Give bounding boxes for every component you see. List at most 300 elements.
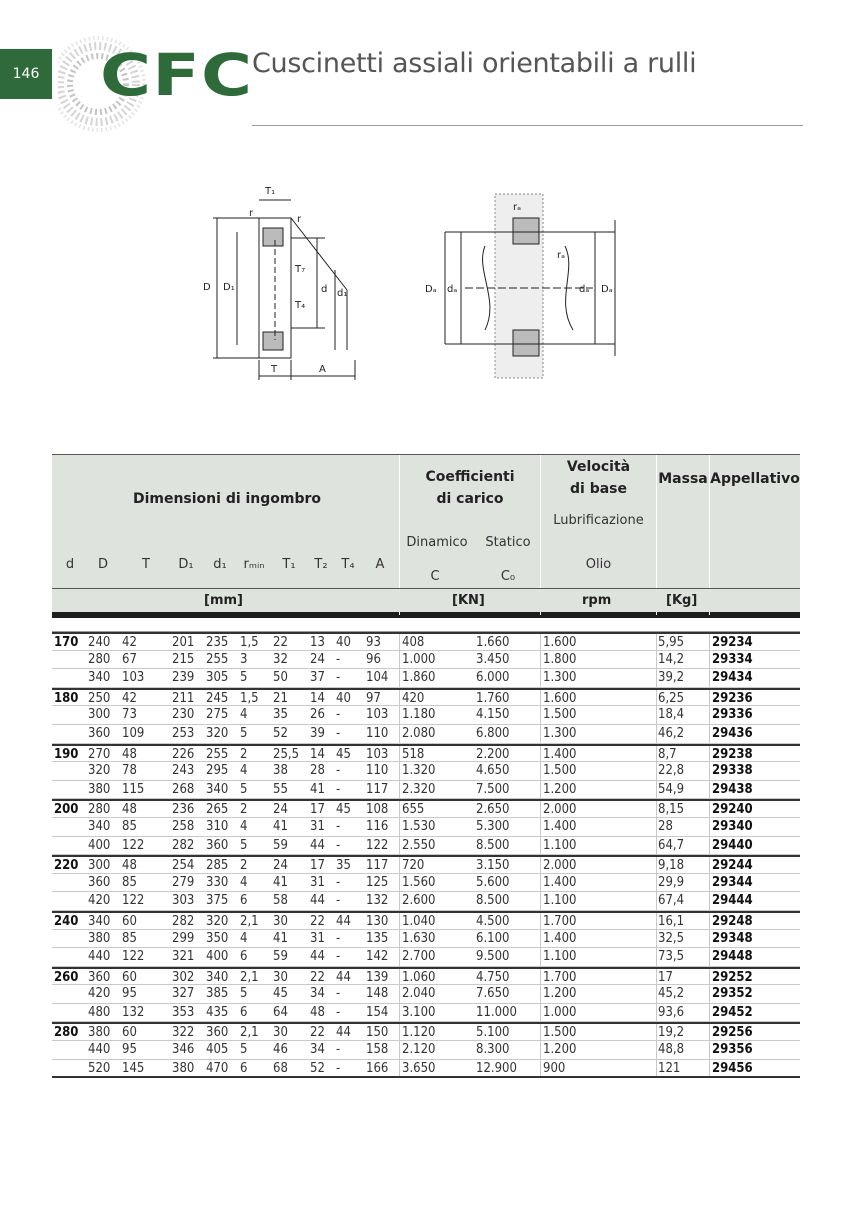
table-cell: 2	[240, 802, 248, 818]
label-d: d	[321, 284, 328, 295]
table-cell: 35	[336, 858, 351, 874]
svg-text:r: r	[297, 214, 302, 225]
table-cell: 435	[206, 1004, 229, 1020]
table-cell: 150	[366, 1025, 389, 1041]
table-cell: 1.860	[402, 670, 436, 686]
table-cell: 29456	[712, 1060, 753, 1076]
table-row	[52, 799, 800, 818]
table-cell: 30	[273, 969, 288, 985]
table-cell: 41	[273, 874, 288, 890]
table-cell: 255	[206, 746, 229, 762]
table-cell: 37	[310, 670, 325, 686]
table-cell: 5	[240, 781, 248, 797]
table-row	[52, 1060, 800, 1079]
table-cell: 1.400	[543, 874, 577, 890]
table-cell: 253	[172, 725, 195, 741]
table-row	[52, 1041, 800, 1060]
table-cell: 17	[310, 858, 325, 874]
table-cell: 1.500	[543, 763, 577, 779]
table-cell: 29452	[712, 1004, 753, 1020]
svg-text:dₐ: dₐ	[447, 284, 458, 295]
table-cell: 1.060	[402, 969, 436, 985]
table-cell: 32,5	[658, 930, 685, 946]
header-gap	[52, 618, 800, 632]
label-T: T	[271, 364, 278, 375]
table-cell: 230	[172, 707, 195, 723]
header-col-T2: T₂	[314, 557, 328, 572]
table-cell: 360	[88, 969, 111, 985]
table-cell: 85	[122, 930, 137, 946]
table-cell: 3.650	[402, 1060, 436, 1076]
table-cell: 321	[172, 949, 195, 965]
table-cell: 245	[206, 690, 229, 706]
table-row	[52, 818, 800, 837]
table-cell: 67,4	[658, 893, 685, 909]
table-cell: 1,5	[240, 690, 259, 706]
table-body	[52, 632, 800, 1078]
table-cell: 1.600	[543, 635, 577, 650]
table-cell: 48	[310, 1004, 325, 1020]
table-cell: 6.100	[476, 930, 510, 946]
table-cell: 22	[273, 635, 288, 650]
table-cell: 117	[366, 781, 389, 797]
table-cell: 78	[122, 763, 137, 779]
table-cell: 6	[240, 1004, 248, 1020]
table-cell: 1.400	[543, 930, 577, 946]
table-cell: 5,95	[658, 635, 685, 650]
table-cell: 132	[366, 893, 389, 909]
table-cell: 58	[273, 893, 288, 909]
table-cell: 4.150	[476, 707, 510, 723]
table-cell: 190	[54, 746, 79, 762]
table-cell: 45,2	[658, 986, 685, 1002]
header-col-A: A	[375, 557, 385, 572]
table-cell: 44	[310, 837, 325, 853]
table-cell: 1.100	[543, 893, 577, 909]
table-cell: 31	[310, 930, 325, 946]
table-cell: 5	[240, 837, 248, 853]
table-cell: 73,5	[658, 949, 685, 965]
table-cell: 17	[310, 802, 325, 818]
units-row	[52, 588, 800, 612]
table-cell: 1.660	[476, 635, 510, 650]
header-speed-1: Velocità	[566, 459, 631, 475]
table-cell: 4	[240, 930, 248, 946]
table-cell: 420	[88, 986, 111, 1002]
svg-text:dₐ: dₐ	[579, 284, 590, 295]
svg-text:Dₐ: Dₐ	[425, 284, 437, 295]
table-cell: 50	[273, 670, 288, 686]
table-cell: 38	[273, 763, 288, 779]
table-cell: -	[336, 1004, 341, 1020]
table-cell: 4	[240, 818, 248, 834]
table-row	[52, 930, 800, 949]
table-cell: 96	[366, 651, 381, 667]
unit-kn: [KN]	[452, 593, 485, 608]
table-cell: 360	[88, 874, 111, 890]
table-cell: 8.300	[476, 1042, 510, 1058]
table-cell: 1.500	[543, 1025, 577, 1041]
table-cell: 108	[366, 802, 389, 818]
table-cell: 5	[240, 725, 248, 741]
table-cell: 260	[54, 969, 79, 985]
table-cell: 41	[310, 781, 325, 797]
table-cell: 29438	[712, 781, 753, 797]
table-cell: 1.600	[543, 690, 577, 706]
table-cell: 34	[310, 1042, 325, 1058]
table-cell: 380	[172, 1060, 195, 1076]
table-cell: 400	[206, 949, 229, 965]
table-cell: 4	[240, 763, 248, 779]
table-cell: 64,7	[658, 837, 685, 853]
table-cell: 110	[366, 725, 389, 741]
table-cell: 44	[336, 913, 351, 929]
table-cell: 115	[122, 781, 145, 797]
table-cell: 40	[336, 690, 351, 706]
table-cell: 158	[366, 1042, 389, 1058]
table-cell: 46,2	[658, 725, 685, 741]
table-cell: 330	[206, 874, 229, 890]
table-cell: 1.120	[402, 1025, 436, 1041]
table-cell: 29240	[712, 802, 753, 818]
table-cell: 268	[172, 781, 195, 797]
table-cell: 1.300	[543, 670, 577, 686]
table-cell: 1.760	[476, 690, 510, 706]
table-cell: 270	[88, 746, 111, 762]
table-cell: 95	[122, 986, 137, 1002]
table-cell: 29356	[712, 1042, 753, 1058]
table-cell: 2,1	[240, 1025, 259, 1041]
table-cell: 170	[54, 635, 79, 650]
table-cell: 139	[366, 969, 389, 985]
table-cell: 4	[240, 874, 248, 890]
table-cell: 121	[658, 1060, 681, 1076]
table-cell: 385	[206, 986, 229, 1002]
table-cell: 52	[273, 725, 288, 741]
table-cell: 302	[172, 969, 195, 985]
label-d1: d₁	[337, 288, 348, 299]
table-cell: 29252	[712, 969, 753, 985]
table-cell: 29348	[712, 930, 753, 946]
table-cell: 29244	[712, 858, 753, 874]
table-cell: 45	[273, 986, 288, 1002]
table-cell: 29434	[712, 670, 753, 686]
table-cell: -	[336, 930, 341, 946]
table-cell: 240	[54, 913, 79, 929]
table-cell: 480	[88, 1004, 111, 1020]
table-row	[52, 1004, 800, 1023]
table-cell: 135	[366, 930, 389, 946]
table-cell: 48	[122, 802, 137, 818]
table-cell: 60	[122, 913, 137, 929]
table-cell: 300	[88, 858, 111, 874]
table-cell: 24	[273, 802, 288, 818]
table-cell: 9.500	[476, 949, 510, 965]
table-row	[52, 781, 800, 800]
table-cell: 360	[206, 837, 229, 853]
table-cell: 380	[88, 781, 111, 797]
table-cell: -	[336, 670, 341, 686]
table-cell: 900	[543, 1060, 566, 1076]
label-A: A	[319, 364, 326, 375]
table-cell: 44	[310, 949, 325, 965]
table-cell: 14	[310, 746, 325, 762]
table-cell: 44	[336, 969, 351, 985]
table-cell: 29352	[712, 986, 753, 1002]
table-row	[52, 744, 800, 763]
table-cell: 340	[206, 969, 229, 985]
table-cell: 236	[172, 802, 195, 818]
header-speed-lubrication: Lubrificazione	[553, 513, 644, 528]
table-cell: 39	[310, 725, 325, 741]
table-cell: 1,5	[240, 635, 259, 650]
label-t1: T₁	[265, 186, 276, 197]
table-cell: 1.100	[543, 949, 577, 965]
table-cell: 1.630	[402, 930, 436, 946]
table-cell: 145	[122, 1060, 145, 1076]
table-cell: 5.300	[476, 818, 510, 834]
table-row	[52, 725, 800, 744]
table-cell: 52	[310, 1060, 325, 1076]
label-D: D	[203, 282, 211, 293]
table-cell: 14,2	[658, 651, 685, 667]
table-cell: 6	[240, 949, 248, 965]
table-cell: 93	[366, 635, 381, 650]
table-cell: 6,25	[658, 690, 685, 706]
table-cell: 16,1	[658, 913, 685, 929]
table-cell: 110	[366, 763, 389, 779]
table-cell: 97	[366, 690, 381, 706]
table-cell: 166	[366, 1060, 389, 1076]
table-cell: -	[336, 1042, 341, 1058]
table-cell: 31	[310, 818, 325, 834]
bearing-technical-drawing	[195, 180, 625, 385]
table-cell: 5.100	[476, 1025, 510, 1041]
unit-mm: [mm]	[204, 593, 243, 608]
table-cell: 41	[273, 930, 288, 946]
table-cell: 30	[273, 913, 288, 929]
table-cell: 2	[240, 746, 248, 762]
table-cell: 1.040	[402, 913, 436, 929]
table-cell: 2.650	[476, 802, 510, 818]
table-cell: 1.200	[543, 986, 577, 1002]
table-cell: 45	[336, 746, 351, 762]
table-cell: 29440	[712, 837, 753, 853]
table-cell: 31	[310, 874, 325, 890]
table-cell: 59	[273, 949, 288, 965]
table-cell: 2.550	[402, 837, 436, 853]
table-cell: 320	[88, 763, 111, 779]
header-col-D1: D₁	[178, 557, 194, 572]
table-cell: 380	[88, 930, 111, 946]
table-cell: 2.040	[402, 986, 436, 1002]
table-cell: 340	[88, 670, 111, 686]
table-row	[52, 855, 800, 874]
header-col-d1: d₁	[213, 557, 227, 572]
table-cell: 282	[172, 837, 195, 853]
header-load-static: Statico	[485, 535, 531, 550]
table-cell: 2,1	[240, 969, 259, 985]
table-cell: 11.000	[476, 1004, 517, 1020]
table-cell: 295	[206, 763, 229, 779]
table-cell: 125	[366, 874, 389, 890]
table-cell: 220	[54, 858, 79, 874]
table-cell: 109	[122, 725, 145, 741]
page-number: 146	[0, 49, 52, 99]
table-cell: 375	[206, 893, 229, 909]
table-cell: 104	[366, 670, 389, 686]
header-col-T: T	[142, 557, 150, 572]
table-cell: -	[336, 893, 341, 909]
table-cell: 22	[310, 969, 325, 985]
table-cell: 93,6	[658, 1004, 685, 1020]
table-cell: 22,8	[658, 763, 685, 779]
table-row	[52, 911, 800, 930]
table-row	[52, 632, 800, 651]
table-cell: 35	[273, 707, 288, 723]
table-cell: 1.200	[543, 781, 577, 797]
header-col-rmin: rₘᵢₙ	[243, 557, 265, 572]
header-col-d: d	[65, 557, 75, 572]
table-cell: 29344	[712, 874, 753, 890]
table-cell: 41	[273, 818, 288, 834]
table-cell: 243	[172, 763, 195, 779]
table-cell: 2.320	[402, 781, 436, 797]
table-cell: 21	[273, 690, 288, 706]
table-cell: 6.800	[476, 725, 510, 741]
table-cell: 85	[122, 874, 137, 890]
svg-text:rₐ: rₐ	[513, 202, 522, 213]
table-cell: 1.800	[543, 651, 577, 667]
header-speed-oil: Olio	[585, 557, 612, 572]
table-cell: 4	[240, 707, 248, 723]
table-cell: 2.600	[402, 893, 436, 909]
table-cell: 54,9	[658, 781, 685, 797]
table-cell: 350	[206, 930, 229, 946]
svg-text:r: r	[249, 208, 254, 219]
table-cell: -	[336, 781, 341, 797]
table-cell: 48	[122, 746, 137, 762]
table-cell: 1.400	[543, 746, 577, 762]
table-cell: 29,9	[658, 874, 685, 890]
table-cell: -	[336, 763, 341, 779]
table-cell: 320	[206, 725, 229, 741]
table-cell: 29238	[712, 746, 753, 762]
table-cell: 29236	[712, 690, 753, 706]
table-cell: 440	[88, 1042, 111, 1058]
header-col-T4: T₄	[341, 557, 355, 572]
svg-text:rₐ: rₐ	[557, 250, 566, 261]
label-T4: T₄	[295, 300, 306, 311]
bearing-spec-table	[52, 454, 800, 1078]
table-cell: 400	[88, 837, 111, 853]
table-cell: 19,2	[658, 1025, 685, 1041]
header-load-2: di carico	[436, 491, 504, 507]
table-cell: 353	[172, 1004, 195, 1020]
table-cell: -	[336, 725, 341, 741]
table-cell: 28	[658, 818, 673, 834]
table-cell: 280	[88, 802, 111, 818]
table-cell: -	[336, 651, 341, 667]
table-cell: 3	[240, 651, 248, 667]
header-col-T1: T₁	[282, 557, 296, 572]
table-cell: 48	[122, 858, 137, 874]
table-cell: 320	[206, 913, 229, 929]
table-cell: 24	[310, 651, 325, 667]
table-cell: 122	[122, 949, 145, 965]
table-row	[52, 874, 800, 893]
table-cell: 45	[336, 802, 351, 818]
table-cell: 346	[172, 1042, 195, 1058]
table-cell: 30	[273, 1025, 288, 1041]
table-cell: 340	[88, 818, 111, 834]
table-cell: 60	[122, 1025, 137, 1041]
table-cell: 340	[206, 781, 229, 797]
table-cell: -	[336, 818, 341, 834]
table-cell: 405	[206, 1042, 229, 1058]
table-cell: 7.650	[476, 986, 510, 1002]
table-cell: 34	[310, 986, 325, 1002]
table-cell: 201	[172, 635, 195, 650]
table-cell: 180	[54, 690, 79, 706]
table-cell: 240	[88, 635, 111, 650]
table-cell: 280	[54, 1025, 79, 1041]
unit-kg: [Kg]	[666, 593, 698, 608]
table-cell: 29448	[712, 949, 753, 965]
table-cell: 42	[122, 635, 137, 650]
table-cell: 122	[122, 837, 145, 853]
table-cell: 117	[366, 858, 389, 874]
table-cell: 103	[122, 670, 145, 686]
table-cell: 32	[273, 651, 288, 667]
table-cell: 7.500	[476, 781, 510, 797]
table-cell: 6.000	[476, 670, 510, 686]
brand-logo-text: CFC	[100, 41, 254, 109]
table-cell: 26	[310, 707, 325, 723]
table-cell: 154	[366, 1004, 389, 1020]
table-cell: 29234	[712, 635, 753, 650]
table-cell: 200	[54, 802, 79, 818]
table-row	[52, 706, 800, 725]
table-cell: 17	[658, 969, 673, 985]
table-cell: 1.300	[543, 725, 577, 741]
table-cell: 299	[172, 930, 195, 946]
header-speed-2: di base	[570, 481, 627, 497]
table-cell: 3.100	[402, 1004, 436, 1020]
table-cell: 29436	[712, 725, 753, 741]
table-cell: 29248	[712, 913, 753, 929]
table-cell: 132	[122, 1004, 145, 1020]
table-cell: 29340	[712, 818, 753, 834]
table-cell: 6	[240, 893, 248, 909]
table-cell: 95	[122, 1042, 137, 1058]
table-cell: 3.450	[476, 651, 510, 667]
table-cell: 5	[240, 670, 248, 686]
table-cell: 360	[206, 1025, 229, 1041]
table-cell: 2,1	[240, 913, 259, 929]
table-cell: 322	[172, 1025, 195, 1041]
header-load-dynamic: Dinamico	[406, 535, 468, 550]
table-header	[52, 454, 800, 588]
table-cell: 22	[310, 913, 325, 929]
table-cell: 29256	[712, 1025, 753, 1041]
table-cell: 340	[88, 913, 111, 929]
table-row	[52, 1022, 800, 1041]
table-cell: 1.560	[402, 874, 436, 890]
table-cell: 8.500	[476, 837, 510, 853]
table-cell: 470	[206, 1060, 229, 1076]
table-cell: 85	[122, 818, 137, 834]
